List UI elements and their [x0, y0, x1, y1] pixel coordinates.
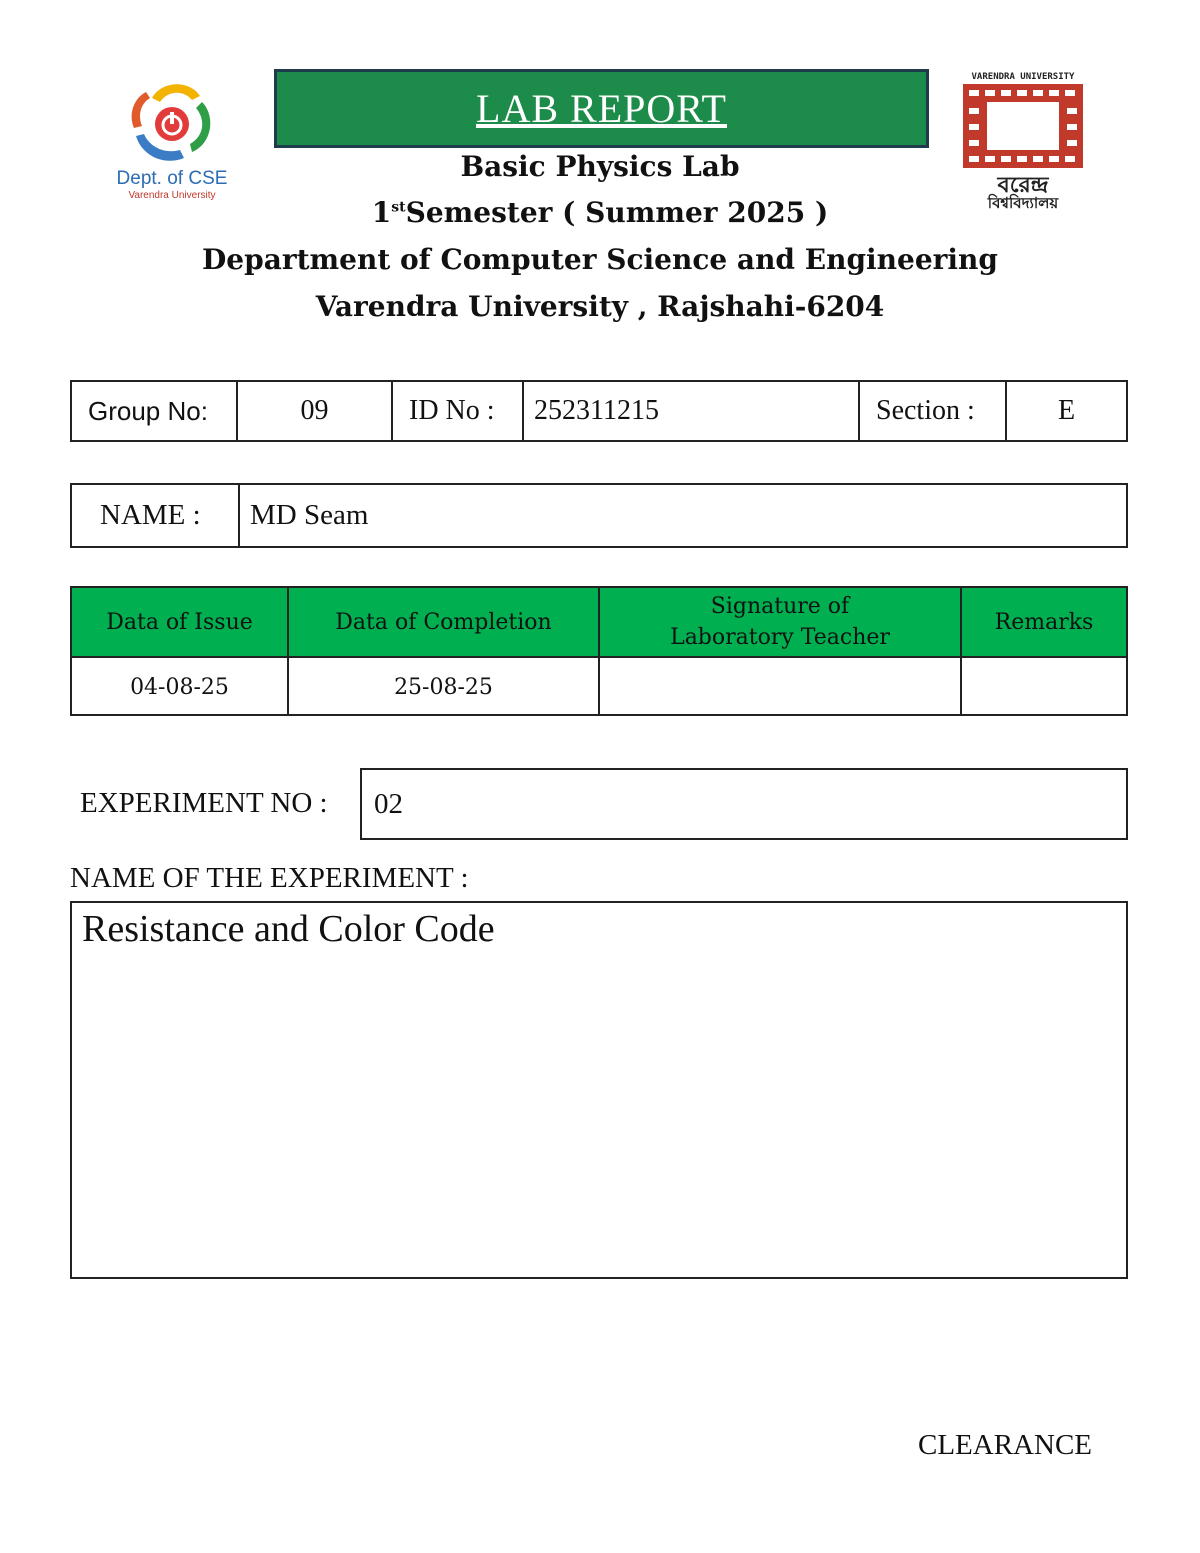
- id-value-field[interactable]: 252311215: [524, 382, 860, 440]
- remarks-field[interactable]: [962, 658, 1126, 716]
- name-value-field[interactable]: MD Seam: [250, 499, 369, 531]
- issue-date-field[interactable]: 04-08-25: [72, 658, 289, 716]
- signature-field[interactable]: [600, 658, 962, 716]
- header-signature: [600, 588, 962, 656]
- group-label: Group No:: [72, 382, 238, 440]
- cse-dept-logo: [112, 78, 232, 206]
- id-label: ID No :: [393, 382, 524, 440]
- completion-date-field[interactable]: 25-08-25: [289, 658, 600, 716]
- clearance-label: CLEARANCE: [918, 1429, 1092, 1461]
- table-header-row: [72, 588, 1126, 656]
- student-name-row: [70, 483, 1128, 548]
- vu-logo-bengali-2: বিশ্ববিদ্যালয়: [987, 194, 1059, 212]
- department-name: Department of Computer Science and Engineering: [202, 243, 998, 276]
- varendra-university-logo: [962, 72, 1084, 212]
- vu-logo-bengali-1: বরেন্দ্র: [997, 173, 1049, 198]
- experiment-name-field[interactable]: Resistance and Color Code: [70, 901, 1128, 1279]
- university-name: Varendra University , Rajshahi-6204: [315, 290, 885, 323]
- semester-ordinal: st: [391, 199, 406, 216]
- course-title: Basic Physics Lab: [460, 150, 740, 183]
- semester-number: 1: [371, 196, 392, 229]
- section-value-field[interactable]: E: [1057, 395, 1076, 426]
- student-info-row: [70, 380, 1128, 442]
- cse-logo-text: Dept. of CSE: [116, 168, 228, 189]
- name-label: NAME :: [72, 485, 240, 546]
- experiment-name-label: NAME OF THE EXPERIMENT :: [70, 862, 469, 894]
- header-remarks: Remarks: [994, 609, 1094, 635]
- lab-report-banner: [274, 69, 929, 148]
- banner-title: LAB REPORT: [476, 86, 727, 131]
- header-signature-line2: Laboratory Teacher: [670, 625, 890, 650]
- cse-logo-subtext: Varendra University: [128, 190, 216, 201]
- experiment-no-field[interactable]: 02: [360, 768, 1128, 840]
- header-completion: Data of Completion: [289, 588, 600, 656]
- group-value-field[interactable]: 09: [238, 382, 393, 440]
- experiment-no-label: EXPERIMENT NO :: [80, 787, 328, 819]
- section-label: Section :: [860, 382, 1007, 440]
- header-signature-line1: Signature of: [710, 594, 850, 619]
- dates-table: [70, 586, 1128, 716]
- vu-logo-top-text: VARENDRA UNIVERSITY: [971, 72, 1075, 82]
- table-row: [72, 656, 1126, 716]
- header-issue: Data of Issue: [72, 588, 289, 656]
- semester-line: [0, 196, 1200, 229]
- semester-text: Semester ( Summer 2025 ): [405, 196, 829, 229]
